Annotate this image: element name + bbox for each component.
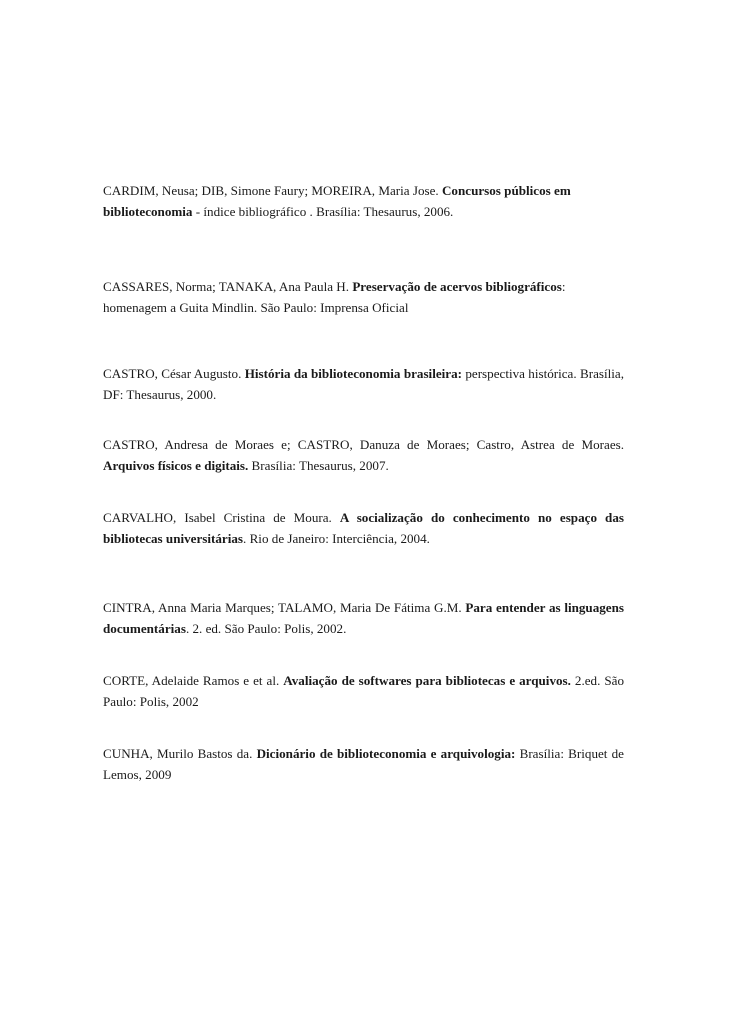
reference-authors: CARDIM, Neusa; DIB, Simone Faury; MOREIRA, Maria Jose. [103,183,442,198]
reference-details: . Rio de Janeiro: Interciência, 2004. [243,531,430,546]
reference-authors: CASTRO, César Augusto. [103,366,245,381]
reference-details: perspectiva histórica. Brasília, DF: Thesaurus, 2000. [103,366,624,402]
reference-authors: CORTE, Adelaide Ramos e et al. [103,673,284,688]
reference-details: - índice bibliográfico . Brasília: Thesaurus, 2006. [192,204,454,219]
reference-title: Preservação de acervos bibliográficos [352,279,562,294]
reference-entry-castro-andresa [103,434,624,476]
reference-title: História da biblioteconomia brasileira: [244,366,462,381]
reference-details: Brasília: Thesaurus, 2007. [248,458,389,473]
reference-entry-cardim [103,180,624,222]
reference-entry-castro-cesar [103,363,624,405]
reference-title: Avaliação de softwares para bibliotecas e arquivos. [283,673,571,688]
reference-authors: CARVALHO, Isabel Cristina de Moura. [103,510,340,525]
reference-title: A socialização do conhecimento no espaço das bibliotecas universitárias [103,510,624,546]
reference-title: Arquivos físicos e digitais. [103,458,249,473]
reference-entry-carvalho [103,507,624,549]
reference-title: Para entender as linguagens documentárias [103,600,624,636]
reference-authors: CASTRO, Andresa de Moraes e; CASTRO, Danuza de Moraes; Castro, Astrea de Moraes. [103,437,624,452]
reference-entry-cunha [103,743,624,785]
reference-entry-corte [103,670,624,712]
reference-details: : homenagem a Guita Mindlin. São Paulo: Imprensa Oficial [103,279,566,315]
reference-title: Concursos públicos em biblioteconomia [103,183,571,219]
reference-entry-cassares [103,276,624,318]
reference-title: Dicionário de biblioteconomia e arquivologia: [256,746,516,761]
reference-authors: CINTRA, Anna Maria Marques; TALAMO, Maria De Fátima G.M. [103,600,466,615]
reference-authors: CASSARES, Norma; TANAKA, Ana Paula H. [103,279,353,294]
reference-details: Brasília: Briquet de Lemos, 2009 [103,746,624,782]
reference-details: . 2. ed. São Paulo: Polis, 2002. [185,621,347,636]
reference-details: 2.ed. São Paulo: Polis, 2002 [103,673,625,709]
reference-authors: CUNHA, Murilo Bastos da. [103,746,257,761]
reference-entry-cintra [103,597,624,639]
